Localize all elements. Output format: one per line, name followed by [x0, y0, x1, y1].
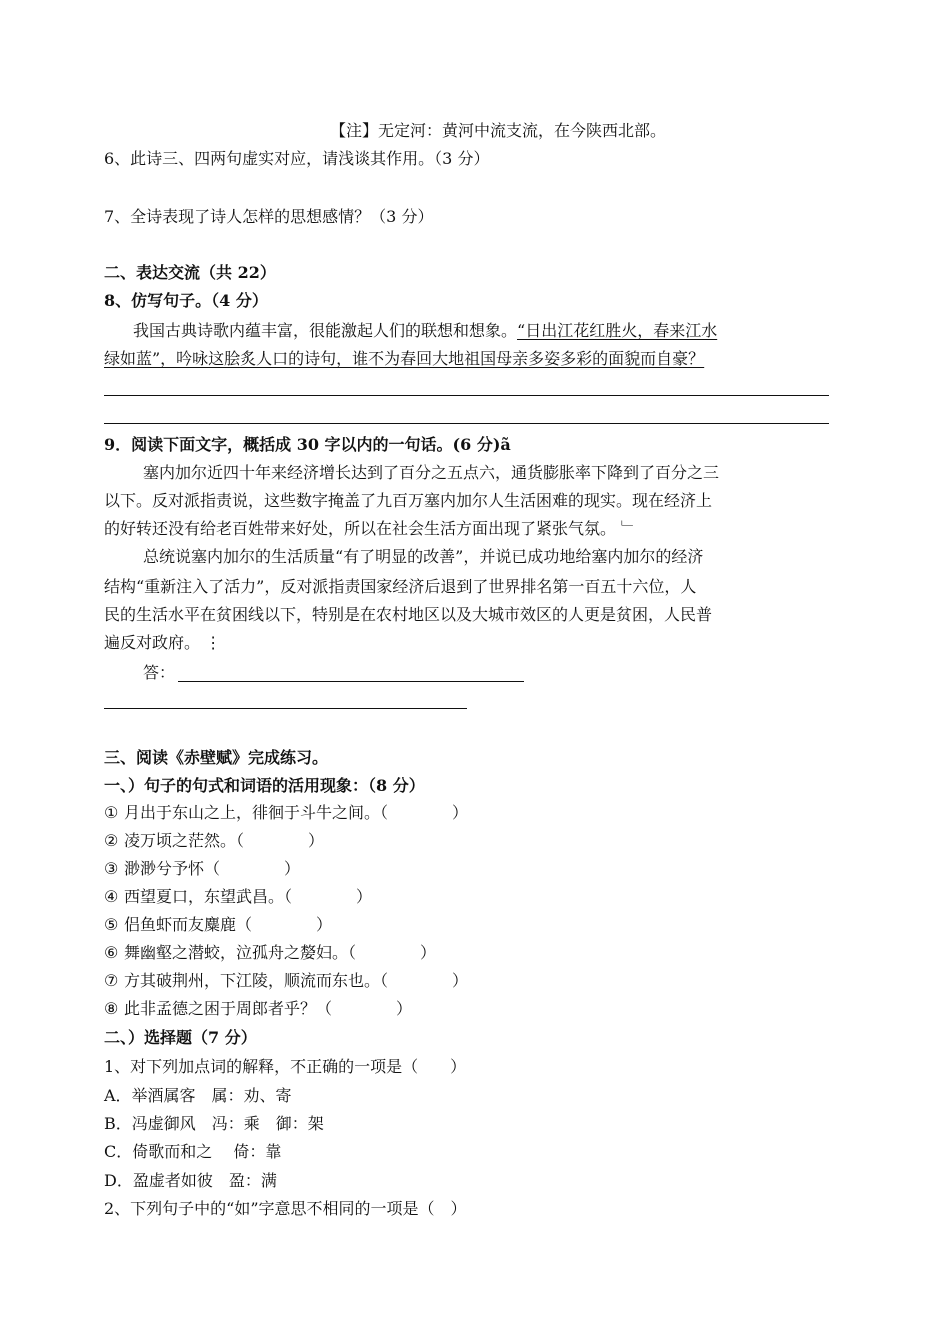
q9-paragraph-2-line-3: 民的生活水平在贫困线以下，特别是在农村地区以及大城市效区的人更是贫困，人民普 — [104, 605, 713, 624]
mc-question-1: 1、对下列加点词的解释，不正确的一项是（ ） — [104, 1057, 467, 1076]
item-number: ⑧ — [104, 999, 119, 1018]
mc-question-2: 2、下列句子中的“如”字意思不相同的一项是（ ） — [104, 1199, 467, 1218]
item-number: ③ — [104, 859, 119, 878]
question-6: 6、此诗三、四两句虚实对应，请浅谈其作用。（3 分） — [104, 149, 490, 168]
item-number: ⑥ — [104, 943, 119, 962]
answer-line-3[interactable] — [178, 681, 524, 682]
stray-mark: ⋮ — [205, 633, 222, 652]
poem-note: 【注】无定河：黄河中流支流，在今陕西北部。 — [330, 121, 667, 140]
item-text: 舞幽壑之潜蛟，泣孤舟之嫠妇。（ ） — [124, 943, 437, 962]
item-number: ⑦ — [104, 971, 119, 990]
item-text: 月出于东山之上，徘徊于斗牛之间。（ ） — [124, 803, 469, 822]
q9-paragraph-2-line-1: 总统说塞内加尔的生活质量“有了明显的改善”，并说已成功地给塞内加尔的经济 — [143, 547, 704, 566]
list-item — [104, 970, 468, 992]
answer-line-1[interactable] — [104, 395, 829, 396]
answer-line-2[interactable] — [104, 423, 829, 424]
list-item — [104, 998, 412, 1020]
option-d: D．盈虚者如彼 盈：满 — [104, 1171, 277, 1190]
item-text: 侣鱼虾而友麋鹿（ ） — [124, 915, 333, 934]
q9-paragraph-1-line-2: 以下。反对派指责说，这些数字掩盖了九百万塞内加尔人生活困难的现实。现在经济上 — [104, 491, 713, 510]
list-item — [104, 914, 332, 936]
section-3-title: 三、阅读《赤壁赋》完成练习。 — [104, 748, 329, 767]
item-text: 方其破荆州，下江陵，顺流而东也。（ ） — [124, 971, 469, 990]
item-text: 此非孟德之困于周郎者乎？（ ） — [124, 999, 413, 1018]
question-9-title: 9．阅读下面文字，概括成 30 字以内的一句话。(6 分)ã — [104, 435, 511, 454]
answer-line-4[interactable] — [104, 708, 467, 709]
item-text: 渺渺兮予怀（ ） — [124, 859, 301, 878]
stray-mark: ﹂ — [621, 519, 638, 538]
list-item — [104, 802, 468, 824]
item-number: ① — [104, 803, 119, 822]
item-text: 西望夏口，东望武昌。（ ） — [124, 887, 373, 906]
section-2-title: 二、表达交流（共 22） — [104, 263, 276, 282]
option-b: B．冯虚御风 冯：乘 御：架 — [104, 1114, 324, 1133]
answer-label: 答： — [143, 663, 176, 682]
question-8-quote-1: “日出江花红胜火，春来江水 — [517, 321, 718, 340]
list-item — [104, 830, 324, 852]
question-8-quote-2: 绿如蓝”，吟咏这脍炙人口的诗句，谁不为春回大地祖国母亲多姿多彩的面貌而自豪？ — [104, 349, 705, 368]
list-item — [104, 886, 372, 908]
question-8-prefix: 我国古典诗歌内蕴丰富，很能激起人们的联想和想象。 — [133, 321, 518, 340]
item-number: ② — [104, 831, 119, 850]
q9-paragraph-2-line-2: 结构“重新注入了活力”，反对派指责国家经济后退到了世界排名第一百五十六位，人 — [104, 577, 697, 596]
item-number: ④ — [104, 887, 119, 906]
q9-paragraph-2-line-4-text: 遍反对政府。 — [104, 633, 201, 652]
item-number: ⑤ — [104, 915, 119, 934]
part-2-title: 二、）选择题（7 分） — [104, 1028, 257, 1047]
q9-paragraph-1-line-3 — [104, 518, 637, 540]
question-8-title: 8、仿写句子。（4 分） — [104, 291, 268, 310]
q9-paragraph-1-line-3-text: 的好转还没有给老百姓带来好处，所以在社会生活方面出现了紧张气氛。 — [104, 519, 617, 538]
question-8-line-1 — [133, 320, 717, 342]
option-c: C．倚歌而和之 倚：靠 — [104, 1142, 282, 1161]
question-7: 7、全诗表现了诗人怎样的思想感情？（3 分） — [104, 207, 434, 226]
list-item — [104, 942, 436, 964]
q9-paragraph-1-line-1: 塞内加尔近四十年来经济增长达到了百分之五点六，通货膨胀率下降到了百分之三 — [143, 463, 720, 482]
part-1-title: 一、）句子的句式和词语的活用现象：（8 分） — [104, 776, 425, 795]
option-a: A．举酒属客 属：劝、寄 — [104, 1086, 292, 1105]
list-item — [104, 858, 300, 880]
q9-paragraph-2-line-4 — [104, 632, 221, 654]
item-text: 凌万顷之茫然。（ ） — [124, 831, 325, 850]
